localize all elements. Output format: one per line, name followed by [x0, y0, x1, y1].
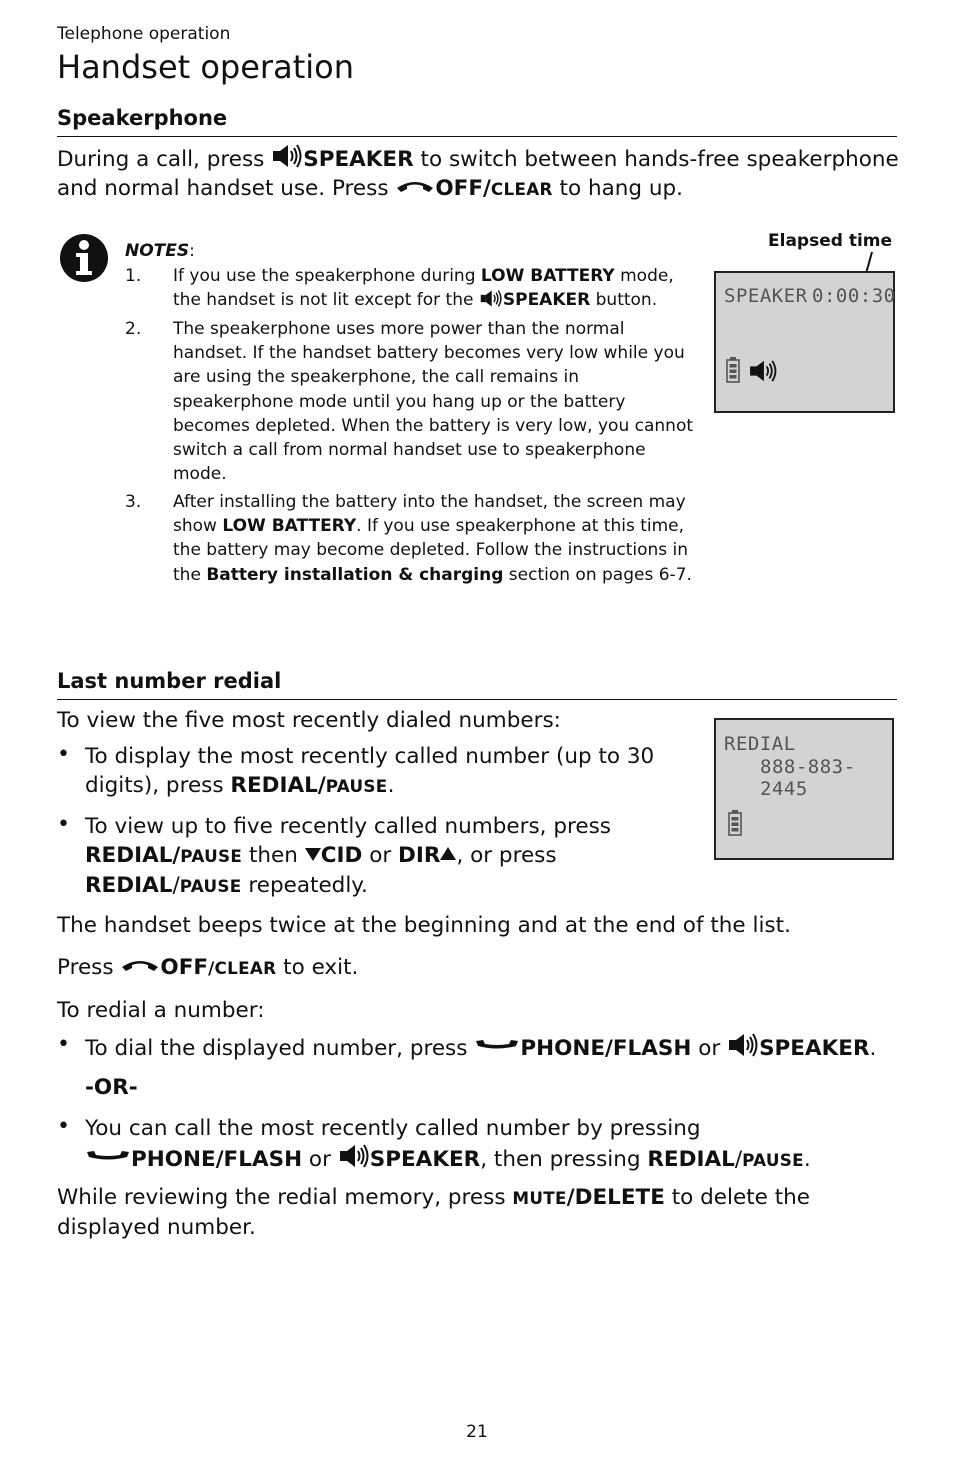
- speaker-icon: [271, 143, 303, 169]
- speaker-icon: [727, 1032, 759, 1058]
- note-number: 2.: [125, 319, 142, 339]
- speaker-icon: [338, 1143, 370, 1169]
- redial-number: 888-883-2445: [760, 756, 856, 800]
- up-arrow-icon: [440, 846, 456, 862]
- beeps-text: The handset beeps twice at the beginning and at the end of the list.: [57, 913, 791, 938]
- redial-heading: Last number redial: [57, 669, 282, 693]
- bullet-item: To view up to five recently called numbers, press REDIAL/PAUSE then CID or DIR , or press REDIAL/PAUSE repeatedly.: [85, 814, 611, 898]
- note-2: The speakerphone uses more power than the normal handset. If the handset battery becomes very low while you are using the speakerphone, the call remains in speakerphone mode until you hang up or the battery becomes depleted. When the battery is very low, you cannot switch a call from normal handset use to speakerphone mode.: [173, 319, 694, 485]
- off-phone-icon: [120, 957, 160, 973]
- bullet: •: [57, 1114, 70, 1139]
- speakerphone-intro: During a call, press SPEAKER to switch between hands-free speakerphone and normal handset use. Press OFF/CLEAR to hang up.: [57, 143, 917, 204]
- or-text: -OR-: [85, 1075, 138, 1100]
- battery-icon: [726, 357, 740, 383]
- screen-label: SPEAKER: [724, 285, 808, 307]
- heading-rule: [57, 699, 897, 700]
- speaker-screen: [714, 271, 895, 413]
- page-title: Handset operation: [57, 48, 354, 86]
- note-number: 3.: [125, 492, 142, 512]
- elapsed-time-label: Elapsed time: [768, 231, 893, 251]
- info-icon: [58, 232, 110, 284]
- bullet: •: [57, 812, 70, 837]
- screen-label: REDIAL: [724, 733, 796, 755]
- note-3: After installing the battery into the handset, the screen may show LOW BATTERY. If you use speakerphone at this time, the battery may become depleted. Follow the instructions in the Battery installation & charging section on pages 6-7.: [173, 492, 692, 585]
- bullet: •: [57, 1032, 70, 1057]
- redial-screen: [714, 718, 894, 860]
- elapsed-time: 0:00:30: [812, 285, 896, 307]
- battery-icon: [728, 810, 742, 836]
- page-number: 21: [466, 1422, 488, 1442]
- bullet: •: [57, 742, 70, 767]
- speaker-icon: [748, 359, 778, 383]
- speakerphone-heading: Speakerphone: [57, 106, 228, 130]
- bullet-item: To dial the displayed number, press PHONE/FLASH or SPEAKER.: [85, 1032, 876, 1063]
- heading-rule: [57, 136, 897, 137]
- note-number: 1.: [125, 266, 142, 286]
- note-1: If you use the speakerphone during LOW BATTERY mode, the handset is not lit except for the SPEAKER button.: [173, 266, 674, 311]
- down-arrow-icon: [305, 846, 321, 862]
- redial-intro: To view the five most recently dialed numbers:: [57, 708, 561, 733]
- section-label: Telephone operation: [57, 24, 231, 44]
- off-phone-icon: [395, 178, 435, 194]
- bullet-item: You can call the most recently called number by pressing PHONE/FLASH or SPEAKER, then pressing REDIAL/PAUSE.: [85, 1116, 811, 1172]
- phone-icon: [474, 1037, 520, 1053]
- mute-delete-text: While reviewing the redial memory, press MUTE/DELETE to delete the displayed number.: [57, 1185, 811, 1240]
- bullet-item: To display the most recently called number (up to 30 digits), press REDIAL/PAUSE.: [85, 744, 655, 798]
- phone-icon: [85, 1148, 131, 1164]
- press-exit-text: Press OFF/CLEAR to exit.: [57, 955, 359, 980]
- speaker-icon: [479, 289, 503, 308]
- notes-title: NOTES:: [125, 241, 195, 261]
- to-redial-text: To redial a number:: [57, 998, 265, 1023]
